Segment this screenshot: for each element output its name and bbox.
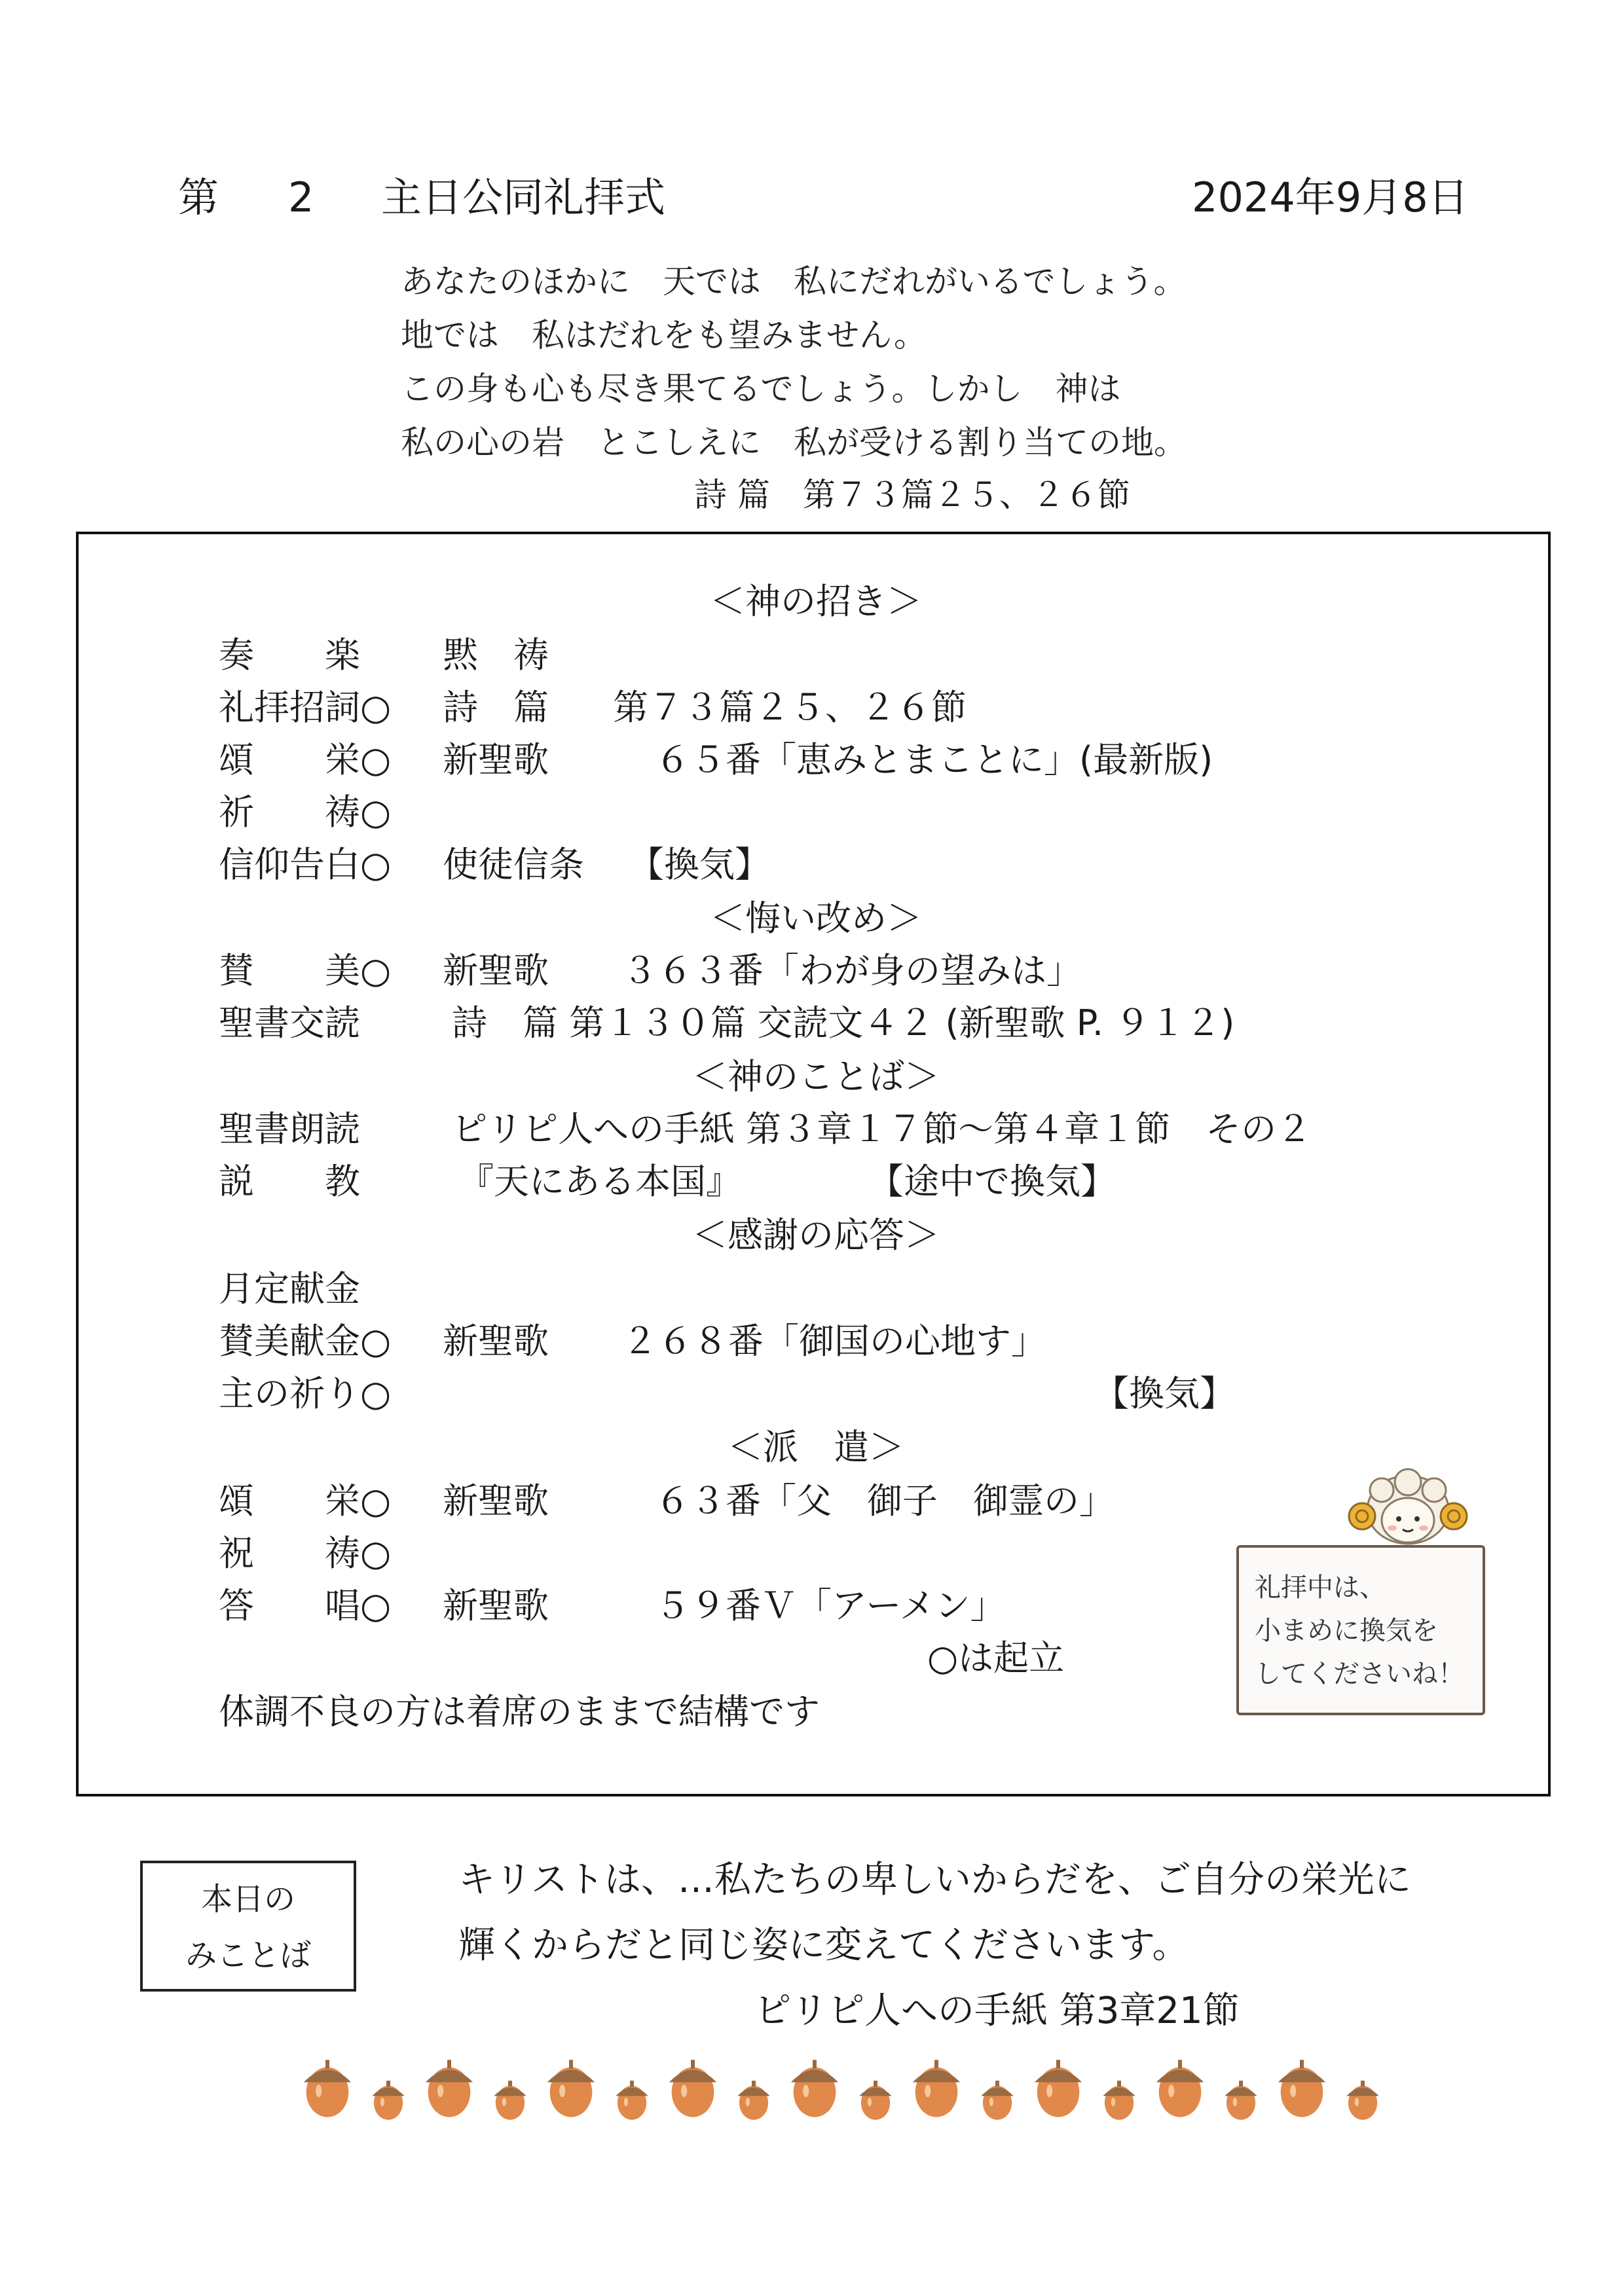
acorn-icon (1156, 2060, 1204, 2117)
opening-verse-line: あなたのほかに 天では 私にだれがいるでしょう。 (401, 263, 1187, 301)
acorn-icon (616, 2081, 648, 2120)
item-label-amen: 答 唱○ (219, 1585, 392, 1626)
acorn-icon (494, 2081, 526, 2120)
item-label-responsive: 聖書交読 (219, 1002, 360, 1044)
item-detail-lords-prayer: 【換気】 (1094, 1373, 1235, 1414)
item-text-prelude: 黙 祷 (443, 634, 549, 676)
opening-verse-line: 地では 私はだれをも望みません。 (401, 316, 927, 354)
acorn-icon (1103, 2081, 1135, 2120)
opening-verse-line: 私の心の岩 とこしえに 私が受ける割り当ての地。 (401, 424, 1187, 462)
standing-note: ○は起立 (927, 1637, 1065, 1679)
section-heading-word: ＜神のことば＞ (692, 1056, 940, 1097)
acorn-icon (737, 2081, 769, 2120)
item-label-creed: 信仰告白○ (219, 844, 392, 885)
item-label-hymn1: 頌 栄○ (219, 739, 392, 780)
acorn-icon (859, 2081, 891, 2120)
item-detail-sermon: 【途中で換気】 (868, 1161, 1116, 1202)
acorn-icon (426, 2060, 473, 2117)
item-detail-hymn2: ６３番「父 御子 御霊の」 (655, 1480, 1115, 1522)
ventilation-sign (1236, 1545, 1485, 1715)
section-heading-thanks: ＜感謝の応答＞ (692, 1214, 940, 1256)
item-detail-call: 第７３篇２５、２６節 (613, 687, 967, 728)
acorn-icon (981, 2081, 1013, 2120)
todays-word-label: 本日の (200, 1881, 295, 1918)
service-number: 2 (288, 173, 314, 221)
todays-verse-reference: ピリピ人への手紙 第3章21節 (754, 1990, 1240, 2032)
section-heading-sending: ＜派 遣＞ (728, 1427, 904, 1468)
item-text-creed: 使徒信条 (443, 844, 584, 885)
section-heading-invitation: ＜神の招き＞ (710, 581, 922, 622)
acorn-icon (791, 2060, 838, 2117)
health-note: 体調不良の方は着席のままで結構です (219, 1691, 820, 1732)
item-label-lords-prayer: 主の祈り○ (219, 1373, 392, 1414)
item-label-prelude: 奏 楽 (219, 634, 360, 676)
sign-line: 礼拝中は、 (1255, 1573, 1386, 1603)
item-detail-offering: ２６８番「御国の心地す」 (622, 1321, 1046, 1362)
item-label-benediction: 祝 祷○ (219, 1533, 392, 1574)
item-text-amen: 新聖歌 (443, 1585, 549, 1626)
acorn-icon (547, 2060, 595, 2117)
acorn-icon (669, 2060, 716, 2117)
item-label-prayer: 祈 祷○ (219, 792, 392, 833)
item-text-offering: 新聖歌 (443, 1321, 549, 1362)
service-date: 2024年9月8日 (1192, 173, 1469, 221)
item-text-reading: ピリピ人への手紙 第３章１７節～第４章１節 その２ (452, 1108, 1312, 1150)
item-label-call: 礼拝招詞○ (219, 687, 392, 728)
item-detail-creed: 【換気】 (629, 844, 770, 885)
acorn-icon (304, 2060, 351, 2117)
acorn-icon (1278, 2060, 1325, 2117)
sheep-icon (1342, 1464, 1473, 1556)
item-text-praise1: 新聖歌 (443, 950, 549, 991)
acorn-icon (913, 2060, 960, 2117)
sign-line: してくださいね！ (1255, 1659, 1464, 1689)
opening-verse-line: この身も心も尽き果てるでしょう。しかし 神は (401, 370, 1121, 408)
acorn-icon (1225, 2081, 1257, 2120)
sign-line: 小まめに換気を (1255, 1616, 1438, 1646)
opening-verse-reference: 詩 篇 第７３篇２５、２６節 (694, 476, 1130, 514)
service-title: 主日公同礼拝式 (381, 173, 666, 221)
item-detail-amen: ５９番Ｖ「アーメン」 (655, 1585, 1006, 1626)
acorn-icon (372, 2081, 404, 2120)
item-label-reading: 聖書朗読 (219, 1108, 360, 1150)
item-text-hymn1: 新聖歌 (443, 739, 549, 780)
item-text-sermon: 『天にある本国』 (458, 1161, 741, 1202)
item-label-praise1: 賛 美○ (219, 950, 392, 991)
acorn-border-icon (301, 2043, 1401, 2141)
todays-verse-line: キリストは、…私たちの卑しいからだを、ご自分の栄光に (458, 1859, 1411, 1901)
item-text-hymn2: 新聖歌 (443, 1480, 549, 1522)
item-label-monthly: 月定献金 (219, 1268, 360, 1309)
todays-word-label: みことば (185, 1937, 311, 1974)
service-number-prefix: 第 (178, 173, 219, 221)
acorn-icon (1035, 2060, 1082, 2117)
item-detail-hymn1: ６５番「恵みとまことに」(最新版) (655, 739, 1213, 780)
item-text-responsive: 詩 篇 第１３０篇 交読文４２ (新聖歌 P. ９１２) (452, 1002, 1235, 1044)
item-label-sermon: 説 教 (219, 1161, 360, 1202)
item-detail-praise1: ３６３番「わが身の望みは」 (622, 950, 1082, 991)
item-text-call: 詩 篇 (443, 687, 549, 728)
item-label-offering: 賛美献金○ (219, 1321, 392, 1362)
section-heading-repentance: ＜悔い改め＞ (710, 898, 922, 939)
acorn-icon (1346, 2081, 1378, 2120)
todays-verse-line: 輝くからだと同じ姿に変えてくださいます。 (458, 1924, 1189, 1967)
item-label-hymn2: 頌 栄○ (219, 1480, 392, 1522)
todays-word-label-box (140, 1861, 356, 1992)
